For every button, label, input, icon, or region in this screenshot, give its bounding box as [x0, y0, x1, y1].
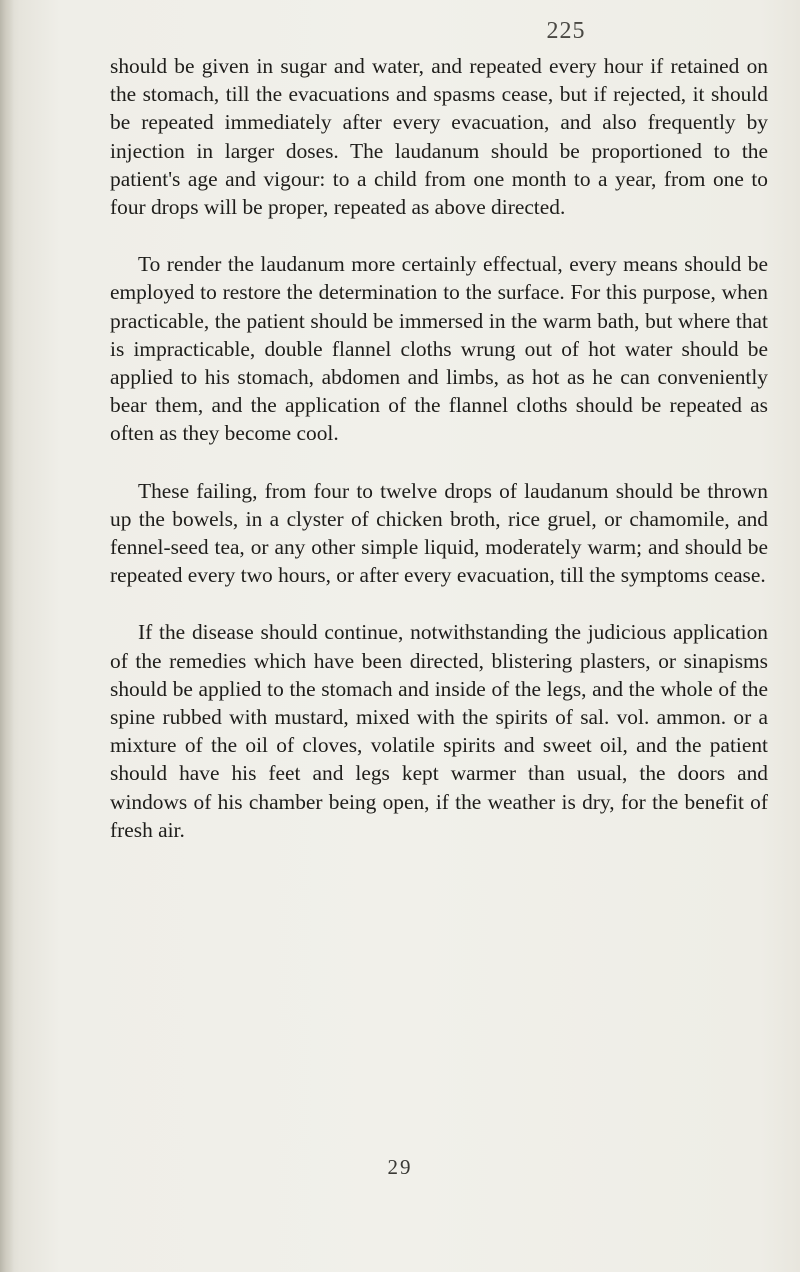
paragraph-1: should be given in sugar and water, and repeated every hour if retained on the stomach, till the evacuations and spasms cease, but if rejected, it should be repeated immediately after every evacuation, and also frequently by injection in larger doses. The laudanum should be proportioned to the patient's age and vigour: to a child from one month to a year, from one to four drops will be proper, repeated as above directed.: [110, 54, 768, 220]
body-text: [110, 52, 768, 873]
paragraph-4: If the disease should continue, notwithstanding the judicious application of the remedies which have been directed, blistering plasters, or sinapisms should be applied to the stomach and inside of the legs, and the whole of the spine rubbed with mustard, mixed with the spirits of sal. vol. ammon. or a mixture of the oil of cloves, volatile spirits and sweet oil, and the patient should have his feet and legs kept warmer than usual, the doors and windows of his chamber being open, if the weather is dry, for the benefit of fresh air.: [110, 620, 768, 842]
signature-mark: 29: [387, 1155, 413, 1179]
paragraph-2: To render the laudanum more certainly effectual, every means should be employed to restore the determination to the surface. For this purpose, when practicable, the patient should be immersed in the warm bath, but where that is impracticable, double flannel cloths wrung out of hot water should be applied to his stomach, abdomen and limbs, as hot as he can conveniently bear them, and the application of the flannel cloths should be repeated as often as they become cool.: [110, 252, 768, 446]
paragraph-3: These failing, from four to twelve drops of laudanum should be thrown up the bowels, in a clyster of chicken broth, rice gruel, or chamomile, and fennel-seed tea, or any other simple liquid, moderately warm; and should be repeated every two hours, or after every evacuation, till the symptoms cease.: [110, 478, 768, 588]
page-gutter-shadow: [0, 0, 14, 1272]
page-number: 225: [546, 18, 586, 44]
